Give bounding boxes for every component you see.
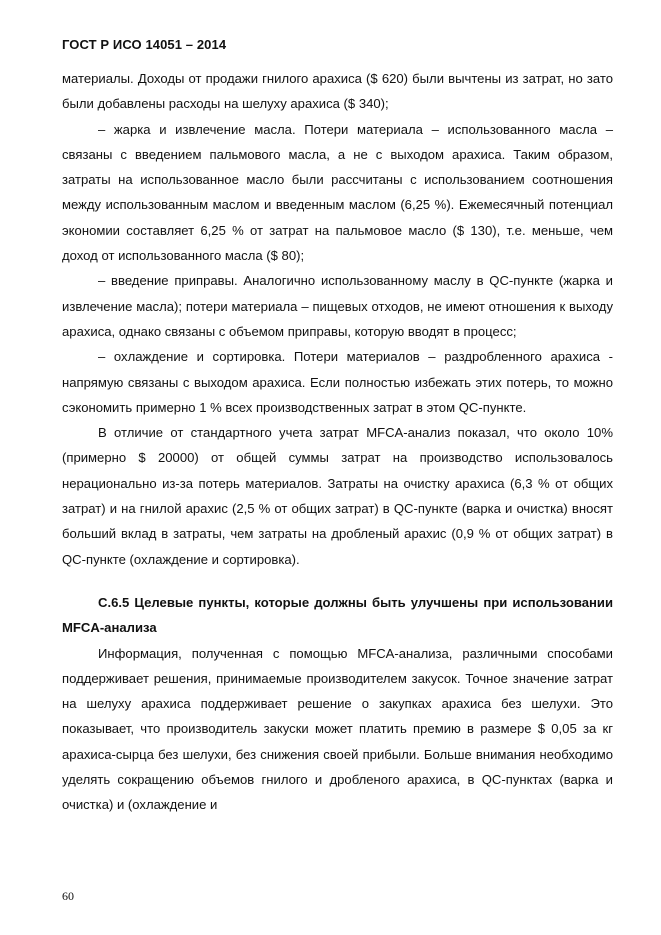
list-item-cooling: – охлаждение и сортировка. Потери материалов – раздробленного арахиса - напрямую связаны с выходом арахиса. Если полностью избежать этих потерь, то можно сэкономить примерно 1 % всех производственных затрат в этом QC-пункте. bbox=[62, 349, 613, 415]
document-body bbox=[62, 66, 613, 818]
list-item-frying: – жарка и извлечение масла. Потери материала – использованного масла – связаны с введением пальмового масла, а не с выходом арахиса. Таким образом, затраты на использованное масло были рассчитаны с использованием соотношения между использованным маслом и введенным маслом (6,25 %). Ежемесячный потенциал экономии составляет 6,25 % от затрат на пальмовое масло ($ 130), т.е. меньше, чем доход от использованного масла ($ 80); bbox=[62, 121, 613, 264]
section-heading: С.6.5 Целевые пункты, которые должны быть улучшены при использовании MFCA-анализа bbox=[62, 594, 613, 636]
list-item-seasoning: – введение приправы. Аналогично использованному маслу в QC-пункте (жарка и извлечение масла); потери материала – пищевых отходов, не имеют отношения к выходу арахиса, однако связаны с объемом приправы, которую вводят в процесс; bbox=[62, 273, 613, 339]
paragraph-continuation: материалы. Доходы от продажи гнилого арахиса ($ 620) были вычтены из затрат, но зато были добавлены расходы на шелуху арахиса ($ 340); bbox=[62, 71, 613, 112]
page-number: 60 bbox=[62, 889, 74, 903]
section-paragraph: Информация, полученная с помощью MFCA-анализа, различными способами поддерживает решения, принимаемые производителем закусок. Точное значение затрат на шелуху арахиса поддерживает решение о закупках арахиса без шелухи. Это показывает, что производитель закуски может платить премию в размере $ 0,05 за кг арахиса-сырца без шелухи, без снижения своей прибыли. Больше внимания необходимо уделять сокращению объемов гнилого и дробленого арахиса, в QC-пунктах (варка и очистка) и (охлаждение и bbox=[62, 645, 613, 813]
paragraph-summary: В отличие от стандартного учета затрат MFCA-анализ показал, что около 10% (примерно $ 20000) от общей суммы затрат на производство использовалось нерационально из-за потерь материалов. Затраты на очистку арахиса (6,3 % от общих затрат) и на гнилой арахис (2,5 % от общих затрат) в QC-пункте (варка и очистка) вносят больший вклад в затраты, чем затраты на дробленый арахис (0,9 % от общих затрат) в QC-пункте (охлаждение и сортировка). bbox=[62, 425, 613, 567]
standard-header: ГОСТ Р ИСО 14051 – 2014 bbox=[62, 37, 227, 52]
